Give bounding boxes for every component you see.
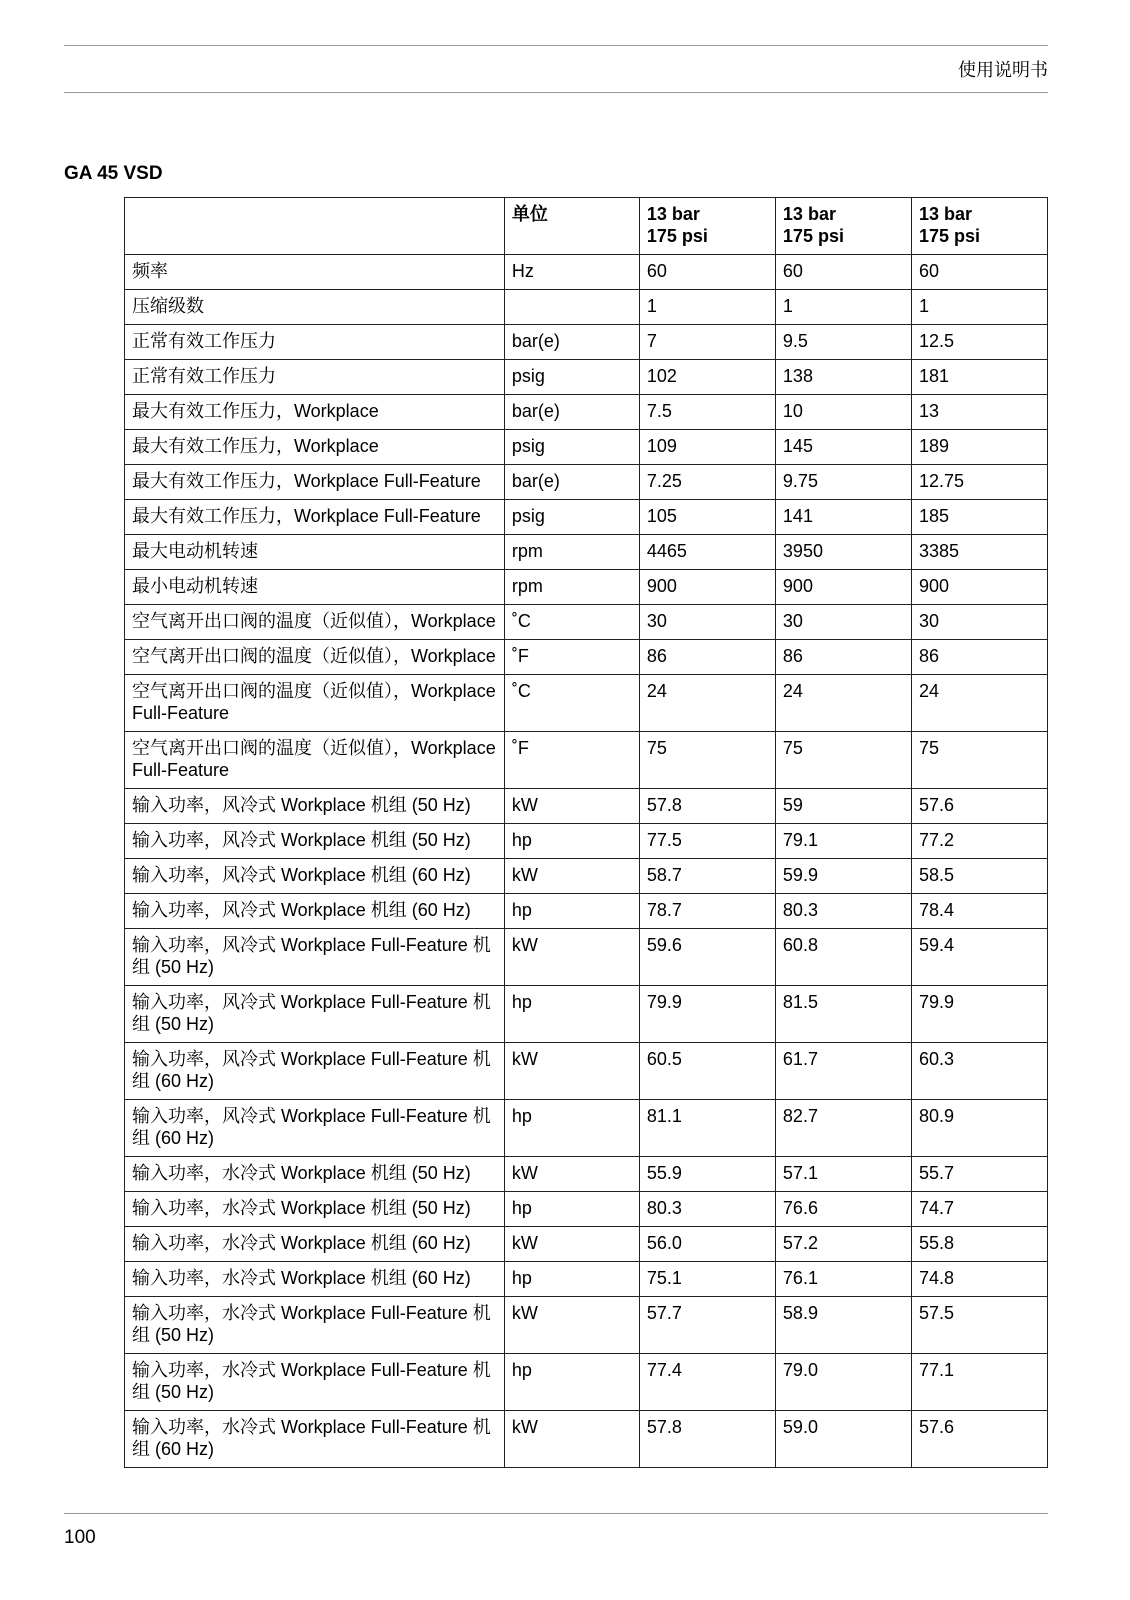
- value-cell: 900: [775, 570, 911, 605]
- value-cell: 181: [911, 360, 1047, 395]
- param-cell: 最大有效工作压力，Workplace Full-Feature: [125, 465, 505, 500]
- table-row: [125, 430, 1048, 465]
- table-row: [125, 255, 1048, 290]
- param-cell: 输入功率，风冷式 Workplace Full-Feature 机组 (60 Hz): [125, 1043, 505, 1100]
- table-row: [125, 325, 1048, 360]
- unit-cell: kW: [504, 929, 639, 986]
- value-cell: 74.7: [911, 1192, 1047, 1227]
- table-row: [125, 465, 1048, 500]
- value-cell: 61.7: [775, 1043, 911, 1100]
- value-cell: 60.5: [639, 1043, 775, 1100]
- value-cell: 80.9: [911, 1100, 1047, 1157]
- page-number: 100: [64, 1527, 96, 1548]
- param-cell: 正常有效工作压力: [125, 325, 505, 360]
- table-row: [125, 859, 1048, 894]
- unit-cell: hp: [504, 1100, 639, 1157]
- value-cell: 58.9: [775, 1297, 911, 1354]
- value-cell: 75: [911, 732, 1047, 789]
- table-row: [125, 1192, 1048, 1227]
- param-cell: 空气离开出口阀的温度（近似值），Workplace Full-Feature: [125, 675, 505, 732]
- value-cell: 7: [639, 325, 775, 360]
- value-cell: 79.9: [639, 986, 775, 1043]
- value-cell: 7.5: [639, 395, 775, 430]
- value-cell: 80.3: [775, 894, 911, 929]
- unit-cell: hp: [504, 1262, 639, 1297]
- param-cell: 输入功率，风冷式 Workplace Full-Feature 机组 (60 Hz): [125, 1100, 505, 1157]
- value-cell: 24: [639, 675, 775, 732]
- value-cell: 77.4: [639, 1354, 775, 1411]
- param-cell: 输入功率，水冷式 Workplace 机组 (60 Hz): [125, 1262, 505, 1297]
- table-body: [125, 255, 1048, 1468]
- table-row: [125, 929, 1048, 986]
- value-cell: 3385: [911, 535, 1047, 570]
- table-row: [125, 675, 1048, 732]
- value-cell: 1: [911, 290, 1047, 325]
- value-cell: 60: [775, 255, 911, 290]
- value-cell: 900: [911, 570, 1047, 605]
- value-cell: 55.9: [639, 1157, 775, 1192]
- param-cell: 输入功率，风冷式 Workplace 机组 (60 Hz): [125, 894, 505, 929]
- param-cell: 空气离开出口阀的温度（近似值），Workplace Full-Feature: [125, 732, 505, 789]
- header-column-3-line2: 175 psi: [918, 226, 980, 246]
- value-cell: 1: [639, 290, 775, 325]
- param-cell: 输入功率，水冷式 Workplace 机组 (60 Hz): [125, 1227, 505, 1262]
- unit-cell: hp: [504, 1354, 639, 1411]
- unit-cell: ˚C: [504, 605, 639, 640]
- value-cell: 12.5: [911, 325, 1047, 360]
- value-cell: 86: [775, 640, 911, 675]
- value-cell: 60: [639, 255, 775, 290]
- param-cell: 输入功率，风冷式 Workplace 机组 (50 Hz): [125, 824, 505, 859]
- value-cell: 59.4: [911, 929, 1047, 986]
- param-cell: 输入功率，风冷式 Workplace Full-Feature 机组 (50 Hz): [125, 929, 505, 986]
- value-cell: 145: [775, 430, 911, 465]
- unit-cell: hp: [504, 1192, 639, 1227]
- value-cell: 189: [911, 430, 1047, 465]
- value-cell: 77.1: [911, 1354, 1047, 1411]
- param-cell: 空气离开出口阀的温度（近似值），Workplace: [125, 640, 505, 675]
- value-cell: 55.8: [911, 1227, 1047, 1262]
- value-cell: 4465: [639, 535, 775, 570]
- value-cell: 24: [911, 675, 1047, 732]
- value-cell: 86: [639, 640, 775, 675]
- value-cell: 30: [775, 605, 911, 640]
- header-column-3-line1: 13 bar: [918, 204, 972, 224]
- param-cell: 输入功率，水冷式 Workplace 机组 (50 Hz): [125, 1157, 505, 1192]
- param-cell: 输入功率，风冷式 Workplace Full-Feature 机组 (50 Hz): [125, 986, 505, 1043]
- value-cell: 30: [911, 605, 1047, 640]
- value-cell: 24: [775, 675, 911, 732]
- value-cell: 58.7: [639, 859, 775, 894]
- unit-cell: kW: [504, 1043, 639, 1100]
- unit-cell: kW: [504, 859, 639, 894]
- value-cell: 59.0: [775, 1411, 911, 1468]
- param-cell: 最小电动机转速: [125, 570, 505, 605]
- param-cell: 频率: [125, 255, 505, 290]
- unit-cell: rpm: [504, 535, 639, 570]
- header-bottom-rule: [64, 92, 1048, 93]
- header-column-1-line1: 13 bar: [646, 204, 700, 224]
- param-cell: 最大有效工作压力，Workplace: [125, 395, 505, 430]
- unit-cell: psig: [504, 430, 639, 465]
- table-row: [125, 640, 1048, 675]
- value-cell: 81.5: [775, 986, 911, 1043]
- value-cell: 30: [639, 605, 775, 640]
- value-cell: 12.75: [911, 465, 1047, 500]
- value-cell: 75: [775, 732, 911, 789]
- table-header-row: [125, 198, 1048, 255]
- document-header-label: 使用说明书: [958, 60, 1048, 81]
- header-top-rule: [64, 45, 1048, 46]
- table-row: [125, 1157, 1048, 1192]
- unit-cell: [504, 290, 639, 325]
- param-cell: 最大有效工作压力，Workplace Full-Feature: [125, 500, 505, 535]
- unit-cell: hp: [504, 894, 639, 929]
- param-cell: 输入功率，风冷式 Workplace 机组 (50 Hz): [125, 789, 505, 824]
- value-cell: 78.7: [639, 894, 775, 929]
- unit-cell: psig: [504, 500, 639, 535]
- table-row: [125, 1043, 1048, 1100]
- unit-cell: bar(e): [504, 395, 639, 430]
- value-cell: 76.6: [775, 1192, 911, 1227]
- value-cell: 57.5: [911, 1297, 1047, 1354]
- table-row: [125, 732, 1048, 789]
- value-cell: 77.5: [639, 824, 775, 859]
- table-row: [125, 1100, 1048, 1157]
- value-cell: 58.5: [911, 859, 1047, 894]
- table-row: [125, 570, 1048, 605]
- header-unit-cell: 单位: [504, 198, 639, 255]
- value-cell: 13: [911, 395, 1047, 430]
- param-cell: 输入功率，水冷式 Workplace 机组 (50 Hz): [125, 1192, 505, 1227]
- unit-cell: psig: [504, 360, 639, 395]
- param-cell: 最大有效工作压力，Workplace: [125, 430, 505, 465]
- value-cell: 1: [775, 290, 911, 325]
- value-cell: 57.1: [775, 1157, 911, 1192]
- header-column-2: [775, 198, 911, 255]
- value-cell: 10: [775, 395, 911, 430]
- value-cell: 109: [639, 430, 775, 465]
- unit-cell: kW: [504, 1411, 639, 1468]
- table-row: [125, 605, 1048, 640]
- param-cell: 正常有效工作压力: [125, 360, 505, 395]
- table-row: [125, 500, 1048, 535]
- table-row: [125, 1411, 1048, 1468]
- header-column-2-line1: 13 bar: [782, 204, 836, 224]
- value-cell: 75.1: [639, 1262, 775, 1297]
- value-cell: 60.8: [775, 929, 911, 986]
- unit-cell: Hz: [504, 255, 639, 290]
- header-column-3: [911, 198, 1047, 255]
- value-cell: 57.7: [639, 1297, 775, 1354]
- unit-cell: rpm: [504, 570, 639, 605]
- value-cell: 79.9: [911, 986, 1047, 1043]
- param-cell: 压缩级数: [125, 290, 505, 325]
- param-cell: 输入功率，风冷式 Workplace 机组 (60 Hz): [125, 859, 505, 894]
- value-cell: 57.6: [911, 1411, 1047, 1468]
- param-cell: 空气离开出口阀的温度（近似值），Workplace: [125, 605, 505, 640]
- value-cell: 59: [775, 789, 911, 824]
- value-cell: 57.8: [639, 789, 775, 824]
- value-cell: 60: [911, 255, 1047, 290]
- value-cell: 3950: [775, 535, 911, 570]
- footer-rule: [64, 1513, 1048, 1514]
- value-cell: 79.0: [775, 1354, 911, 1411]
- value-cell: 138: [775, 360, 911, 395]
- unit-cell: bar(e): [504, 325, 639, 360]
- param-cell: 输入功率，水冷式 Workplace Full-Feature 机组 (50 Hz): [125, 1354, 505, 1411]
- value-cell: 59.9: [775, 859, 911, 894]
- unit-cell: kW: [504, 789, 639, 824]
- unit-cell: bar(e): [504, 465, 639, 500]
- unit-cell: ˚F: [504, 732, 639, 789]
- table-row: [125, 824, 1048, 859]
- value-cell: 76.1: [775, 1262, 911, 1297]
- table-row: [125, 395, 1048, 430]
- section-title: GA 45 VSD: [64, 163, 163, 184]
- value-cell: 82.7: [775, 1100, 911, 1157]
- value-cell: 75: [639, 732, 775, 789]
- unit-cell: ˚F: [504, 640, 639, 675]
- value-cell: 900: [639, 570, 775, 605]
- value-cell: 141: [775, 500, 911, 535]
- unit-cell: kW: [504, 1157, 639, 1192]
- header-param-cell: [125, 198, 505, 255]
- value-cell: 59.6: [639, 929, 775, 986]
- value-cell: 105: [639, 500, 775, 535]
- table-row: [125, 789, 1048, 824]
- value-cell: 9.75: [775, 465, 911, 500]
- value-cell: 102: [639, 360, 775, 395]
- value-cell: 79.1: [775, 824, 911, 859]
- header-column-2-line2: 175 psi: [782, 226, 844, 246]
- table-row: [125, 1227, 1048, 1262]
- value-cell: 56.0: [639, 1227, 775, 1262]
- table-row: [125, 535, 1048, 570]
- value-cell: 80.3: [639, 1192, 775, 1227]
- value-cell: 86: [911, 640, 1047, 675]
- value-cell: 55.7: [911, 1157, 1047, 1192]
- value-cell: 7.25: [639, 465, 775, 500]
- value-cell: 78.4: [911, 894, 1047, 929]
- value-cell: 77.2: [911, 824, 1047, 859]
- param-cell: 输入功率，水冷式 Workplace Full-Feature 机组 (60 Hz): [125, 1411, 505, 1468]
- unit-cell: ˚C: [504, 675, 639, 732]
- unit-cell: kW: [504, 1227, 639, 1262]
- value-cell: 57.6: [911, 789, 1047, 824]
- value-cell: 185: [911, 500, 1047, 535]
- table-row: [125, 986, 1048, 1043]
- table-row: [125, 1297, 1048, 1354]
- header-column-1-line2: 175 psi: [646, 226, 708, 246]
- param-cell: 最大电动机转速: [125, 535, 505, 570]
- table-row: [125, 360, 1048, 395]
- value-cell: 60.3: [911, 1043, 1047, 1100]
- value-cell: 9.5: [775, 325, 911, 360]
- table-row: [125, 290, 1048, 325]
- table-row: [125, 1354, 1048, 1411]
- value-cell: 57.8: [639, 1411, 775, 1468]
- value-cell: 57.2: [775, 1227, 911, 1262]
- value-cell: 81.1: [639, 1100, 775, 1157]
- table-row: [125, 894, 1048, 929]
- value-cell: 74.8: [911, 1262, 1047, 1297]
- header-column-1: [639, 198, 775, 255]
- table-row: [125, 1262, 1048, 1297]
- param-cell: 输入功率，水冷式 Workplace Full-Feature 机组 (50 Hz): [125, 1297, 505, 1354]
- spec-table: [124, 197, 1048, 1468]
- unit-cell: hp: [504, 824, 639, 859]
- unit-cell: hp: [504, 986, 639, 1043]
- unit-cell: kW: [504, 1297, 639, 1354]
